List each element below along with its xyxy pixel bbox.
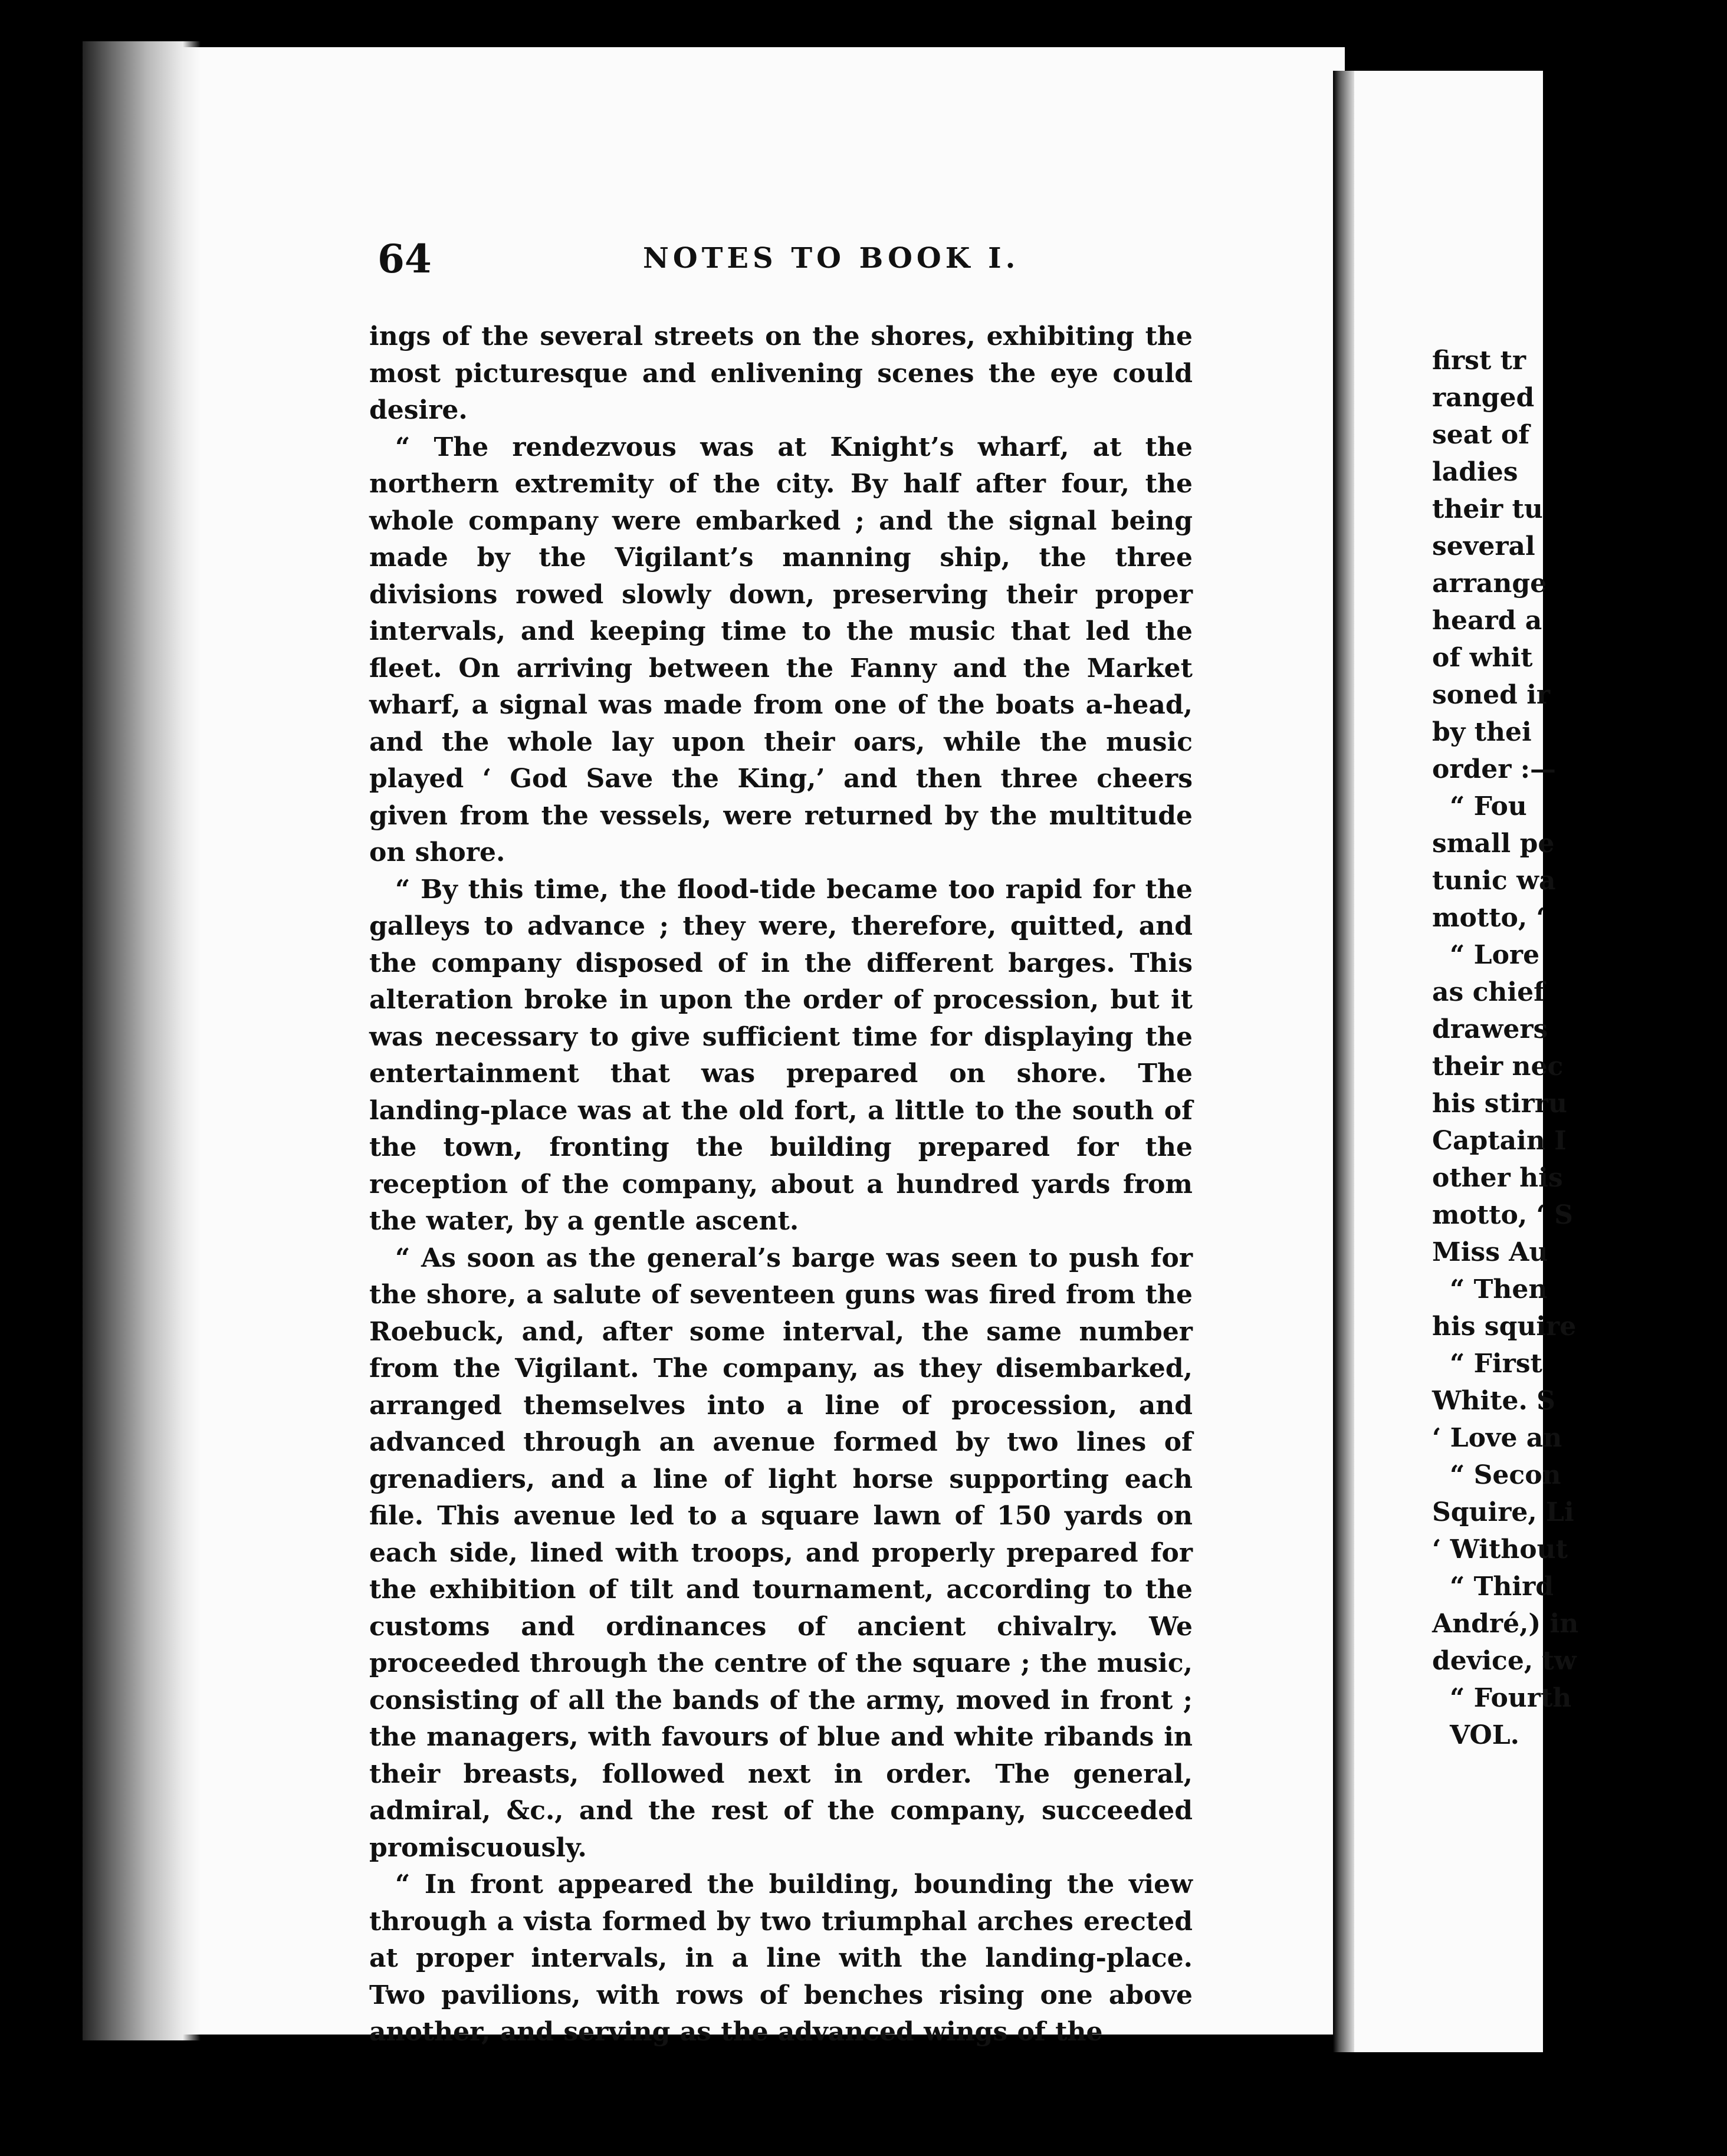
- paragraph: “ As soon as the general’s barge was seen to push for the shore, a salute of seventeen guns was fired from the Roebuck, and, after some interval, the same number from the Vigilant. The company, as they disembarked, arranged themselves into a line of procession, and advanced through an avenue formed by two lines of grenadiers, and a line of light horse supporting each file. This avenue led to a square lawn of 150 yards on each side, lined with troops, and properly prepared for the exhibition of tilt and tournament, according to the customs and ordinances of ancient chivalry. We proceeded through the centre of the square ; the music, consisting of all the bands of the army, moved in front ; the managers, with favours of blue and white ribands in their breasts, followed next in order. The general, admiral, &c., and the rest of the company, succeeded promiscuously.: [369, 1243, 1193, 1863]
- right-page-text: [1432, 342, 1727, 1754]
- right-line: their nec: [1432, 1051, 1564, 1082]
- right-line: ‘ Without: [1432, 1534, 1568, 1565]
- right-line: motto, ‘: [1432, 903, 1545, 933]
- page-fold-shadow: [1333, 71, 1354, 2052]
- right-line: several: [1432, 531, 1535, 561]
- right-line: “ Then: [1450, 1274, 1548, 1304]
- right-line: as chief: [1432, 977, 1545, 1007]
- right-line: ladies: [1432, 457, 1518, 487]
- right-line: their tu: [1432, 494, 1543, 524]
- page-header: [377, 236, 1203, 289]
- right-line: “ Fourth: [1450, 1683, 1572, 1713]
- right-line: André,) in: [1432, 1609, 1579, 1639]
- right-line: of whit: [1432, 643, 1533, 673]
- right-line: soned ir: [1432, 680, 1551, 710]
- right-line: motto, ‘ S: [1432, 1200, 1573, 1230]
- right-line: drawers: [1432, 1014, 1548, 1044]
- right-line: “ Lore: [1450, 940, 1540, 970]
- right-line: other his: [1432, 1163, 1563, 1193]
- right-line: White. S: [1432, 1386, 1555, 1416]
- right-line: his squire: [1432, 1312, 1577, 1342]
- paragraph: “ By this time, the flood-tide became too rapid for the galleys to advance ; they were, therefore, quitted, and the company disposed of in the different barges. This alteration broke in upon the order of procession, but it was necessary to give sufficient time for displaying the entertainment that was prepared on shore. The landing-place was at the old fort, a little to the south of the town, fronting the building prepared for the reception of the company, about a hundred yards from the water, by a gentle ascent.: [369, 874, 1193, 1236]
- right-line: ‘ Love an: [1432, 1423, 1562, 1453]
- right-line: heard a: [1432, 606, 1542, 636]
- right-line: Miss Au: [1432, 1237, 1548, 1267]
- right-line: Squire, Li: [1432, 1497, 1574, 1527]
- page-edge-shadow: [83, 41, 201, 2040]
- right-line: his stirru: [1432, 1089, 1567, 1119]
- paragraph: “ The rendezvous was at Knight’s wharf, at the northern extremity of the city. By half after four, the whole company were embarked ; and the signal being made by the Vigilant’s manning ship, the three divisions rowed slowly down, preserving their proper intervals, and keeping time to the music that led the fleet. On arriving between the Fanny and the Market wharf, a signal was made from one of the boats a-head, and the whole lay upon their oars, while the music played ‘ God Save the King,’ and then three cheers given from the vessels, were returned by the multitude on shore.: [369, 432, 1193, 867]
- right-line: arrange: [1432, 568, 1547, 599]
- paragraph: “ In front appeared the building, bounding the view through a vista formed by two triumphal arches erected at proper intervals, in a line with the landing-place. Two pavilions, with rows of benches rising one above another, and serving as the advanced wings of the: [369, 1869, 1193, 2047]
- running-head: NOTES TO BOOK I.: [643, 242, 1020, 275]
- right-line: “ First: [1450, 1349, 1542, 1379]
- right-line: VOL.: [1450, 1720, 1519, 1750]
- right-line: “ Secon: [1450, 1460, 1561, 1490]
- right-line: tunic wa: [1432, 866, 1556, 896]
- right-line: “ Fou: [1450, 791, 1527, 821]
- right-line: by thei: [1432, 717, 1532, 747]
- page-number: 64: [377, 236, 432, 282]
- right-line: “ Third: [1450, 1572, 1554, 1602]
- body-text: [369, 318, 1193, 2051]
- right-line: seat of: [1432, 420, 1530, 450]
- right-line: device, tw: [1432, 1646, 1577, 1676]
- paragraph: ings of the several streets on the shores, exhibiting the most picturesque and enlivening scenes the eye could desire.: [369, 321, 1193, 425]
- right-line: small pe: [1432, 829, 1555, 859]
- right-line: first tr: [1432, 346, 1526, 376]
- right-line: ranged: [1432, 383, 1535, 413]
- right-line: order :—: [1432, 754, 1557, 784]
- right-line: Captain I: [1432, 1126, 1567, 1156]
